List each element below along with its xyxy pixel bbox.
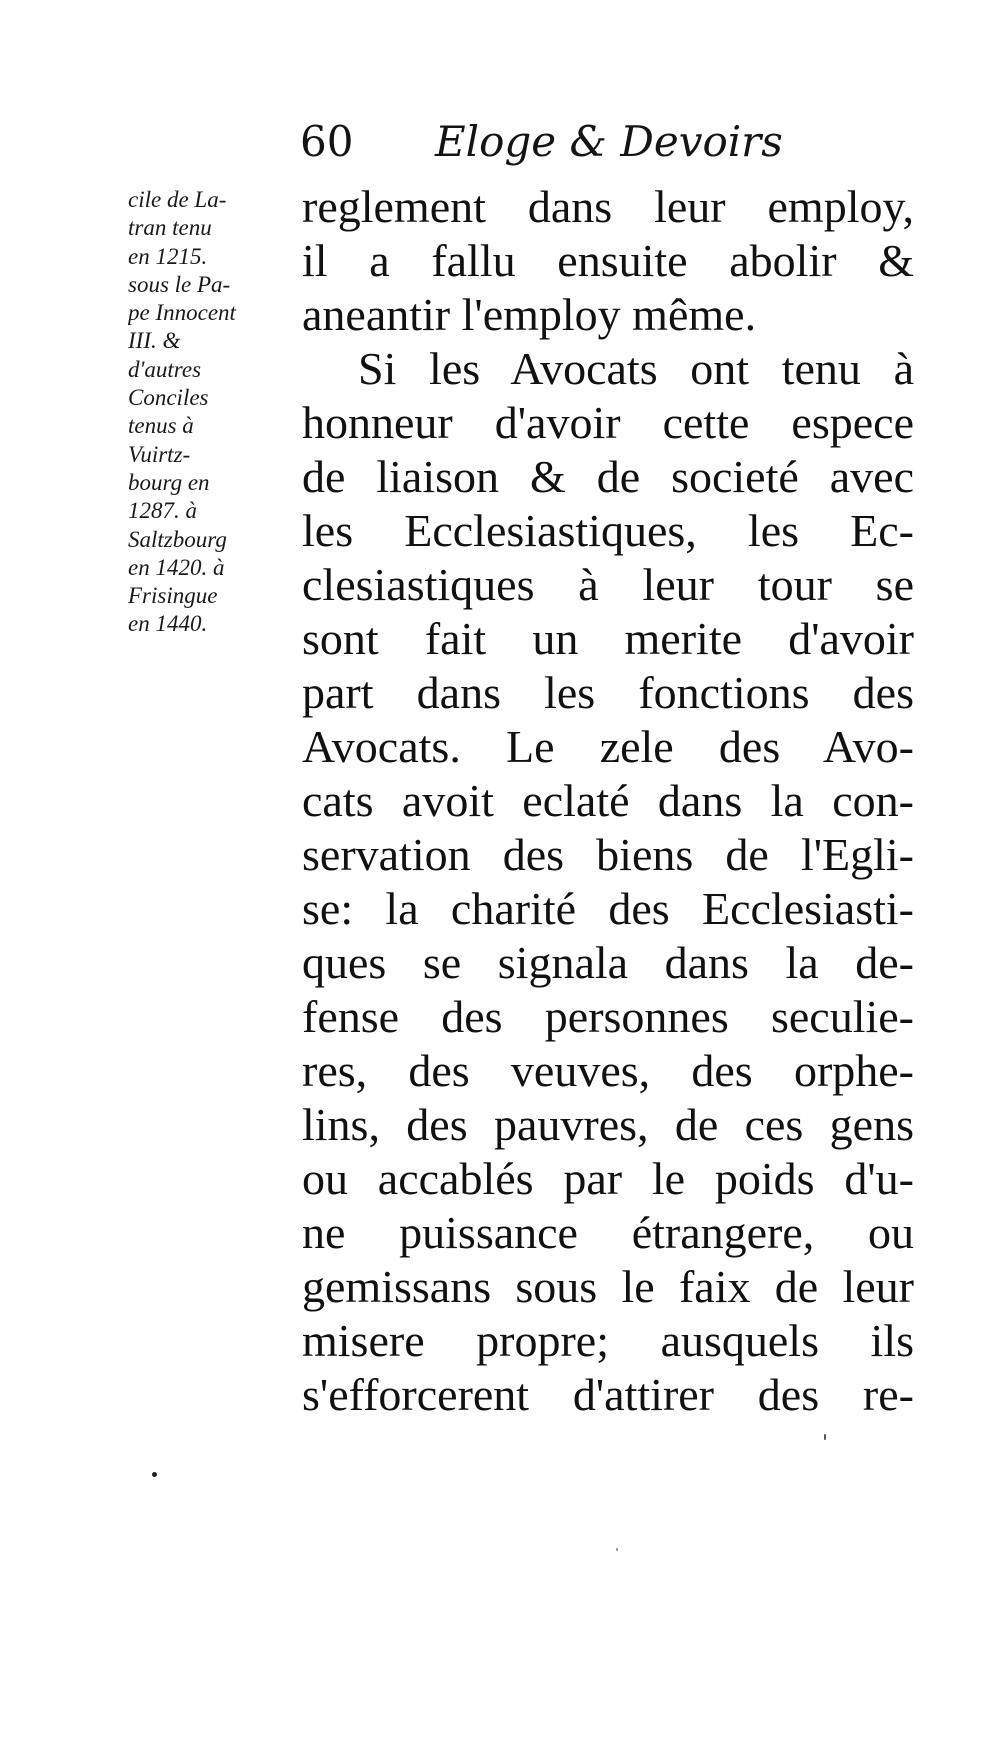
margin-note-line: cile de La- (128, 187, 227, 212)
margin-note-line: tenus à (128, 413, 194, 439)
body-line: servation des biens de l'Egli- (302, 829, 914, 880)
margin-note-line: 1287. à (128, 498, 197, 524)
ink-speck (824, 1434, 826, 1440)
margin-note-line: sous le Pa- (128, 271, 231, 297)
body-line: clesiastiques à leur tour se (302, 559, 914, 610)
body-line: les Ecclesiastiques, les Ec- (302, 505, 914, 556)
margin-note-line: Conciles (128, 385, 209, 411)
margin-note-line: en 1215. (128, 243, 208, 269)
body-line: reglement dans leur employ, (302, 181, 914, 232)
body-line: ou accablés par le poids d'u- (302, 1153, 914, 1204)
body-line: res, des veuves, des orphe- (302, 1045, 914, 1096)
ink-speck (152, 1472, 157, 1477)
body-line: lins, des pauvres, de ces gens (302, 1099, 914, 1150)
margin-note-line: Saltzbourg (128, 526, 227, 552)
page-number: 60 (300, 117, 354, 166)
body-line: de liaison & de societé avec (302, 451, 914, 502)
margin-note-line: Vuirtz- (128, 441, 191, 467)
body-line: fense des personnes seculie- (302, 991, 914, 1042)
body-line: gemissans sous le faix de leur (302, 1261, 914, 1312)
running-head-title: Eloge & Devoirs (435, 117, 783, 166)
margin-note-line: III. & (128, 328, 181, 354)
margin-note-line: bourg en (128, 469, 210, 495)
body-line: ne puissance étrangere, ou (302, 1207, 914, 1258)
body-line: se: la charité des Ecclesiasti- (302, 883, 914, 934)
body-line: Si les Avocats ont tenu à (358, 343, 914, 394)
body-line: ques se signala dans la de- (302, 937, 914, 988)
body-line: sont fait un merite d'avoir (302, 613, 914, 664)
body-line: aneantir l'employ même. (302, 289, 757, 340)
body-line: s'efforcerent d'attirer des re- (302, 1369, 914, 1420)
ink-speck (616, 1548, 618, 1551)
margin-note-line: d'autres (128, 356, 202, 382)
body-text (302, 180, 914, 1422)
margin-note-line: Frisingue (128, 583, 218, 609)
body-line: misere propre; ausquels ils (302, 1315, 914, 1366)
body-line: il a fallu ensuite abolir & (302, 235, 914, 286)
running-head (300, 112, 820, 172)
margin-note (128, 186, 288, 639)
margin-note-line: pe Innocent (128, 300, 236, 326)
margin-note-line: en 1420. à (128, 554, 225, 580)
margin-note-line: tran tenu (128, 215, 212, 241)
body-line: Avocats. Le zele des Avo- (302, 721, 914, 772)
body-line: part dans les fonctions des (302, 667, 914, 718)
margin-note-line: en 1440. (128, 611, 208, 637)
body-line: honneur d'avoir cette espece (302, 397, 914, 448)
body-line: cats avoit eclaté dans la con- (302, 775, 914, 826)
